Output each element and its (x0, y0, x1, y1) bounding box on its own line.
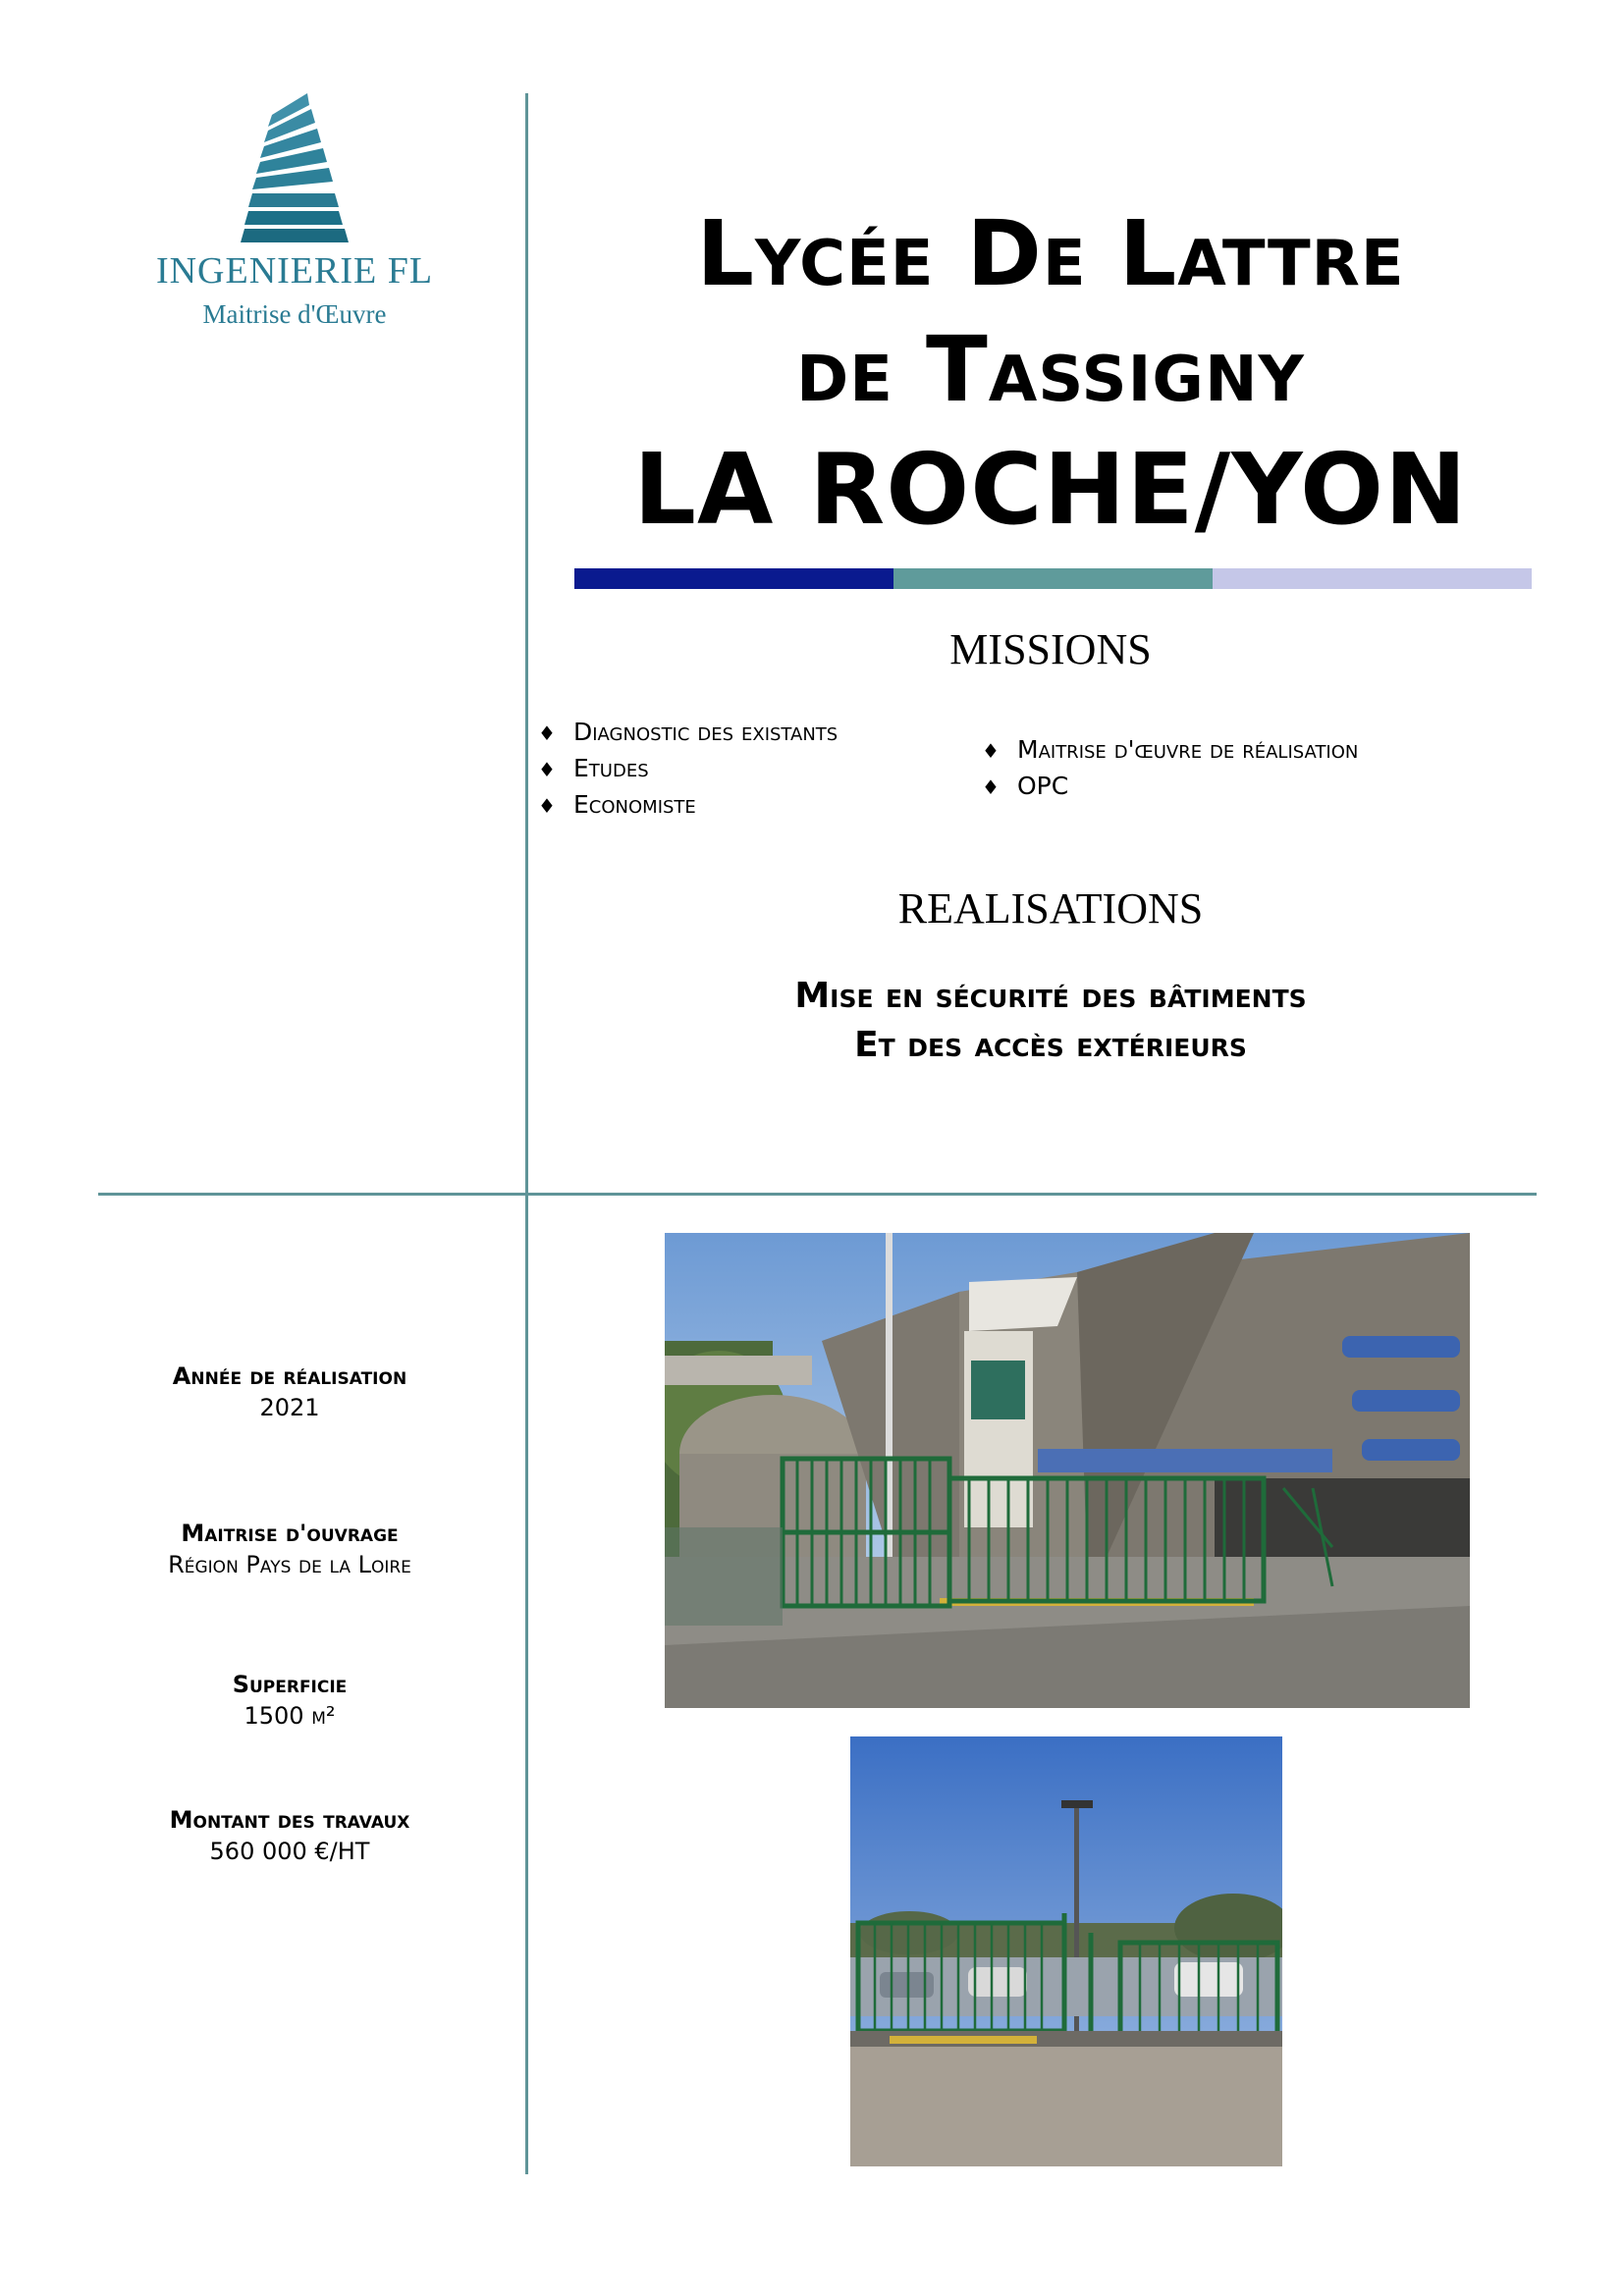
realisations-heading: REALISATIONS (897, 884, 1204, 933)
title-line-2: de Tassigny (796, 317, 1305, 422)
info-year (98, 1361, 481, 1423)
info-label: Année de réalisation (172, 1362, 407, 1390)
realisation-line-2: Et des accès extérieurs (854, 1025, 1247, 1065)
info-value: 2021 (259, 1394, 320, 1421)
info-owner (98, 1518, 481, 1580)
bar-segment-lavender (1213, 568, 1532, 589)
mission-item: ♦ Maitrise d'œuvre de réalisation (982, 732, 1358, 769)
building-logo-icon (231, 93, 358, 242)
tricolor-bar (574, 568, 1532, 589)
title-line-3: LA ROCHE/YON (633, 432, 1468, 547)
info-label: Montant des travaux (169, 1806, 410, 1834)
realisation-line-1: Mise en sécurité des bâtiments (794, 976, 1307, 1016)
title-line-1: Lycée De Lattre (696, 201, 1405, 306)
diamond-bullet-icon: ♦ (538, 758, 556, 781)
missions-list-right (982, 732, 1358, 805)
company-name: INGENIERIE FL (155, 250, 434, 292)
photo-parking-gate (850, 1736, 1282, 2166)
info-value: 1500 m² (243, 1702, 336, 1730)
mission-item: ♦ Economiste (538, 787, 838, 824)
info-label: Maitrise d'ouvrage (181, 1520, 399, 1547)
info-value: Région Pays de la Loire (168, 1551, 411, 1578)
diamond-bullet-icon: ♦ (538, 794, 556, 818)
photo-building-gate (665, 1233, 1470, 1708)
horizontal-divider (98, 1193, 1537, 1196)
diamond-bullet-icon: ♦ (982, 775, 1000, 799)
mission-item: ♦ OPC (982, 769, 1358, 805)
page-title (550, 196, 1551, 552)
vertical-divider (525, 93, 528, 2174)
company-logo (118, 93, 471, 330)
realisations-description (550, 972, 1551, 1070)
missions-heading: MISSIONS (949, 625, 1152, 673)
info-area (98, 1669, 481, 1732)
missions-list-left (538, 715, 838, 824)
mission-item: ♦ Etudes (538, 751, 838, 787)
info-label: Superficie (232, 1671, 348, 1698)
info-cost (98, 1804, 481, 1867)
company-subtitle: Maitrise d'Œuvre (202, 299, 387, 329)
diamond-bullet-icon: ♦ (982, 739, 1000, 763)
mission-item: ♦ Diagnostic des existants (538, 715, 838, 751)
bar-segment-teal (893, 568, 1213, 589)
bar-segment-navy (574, 568, 893, 589)
diamond-bullet-icon: ♦ (538, 721, 556, 745)
info-value: 560 000 €/HT (209, 1838, 370, 1865)
